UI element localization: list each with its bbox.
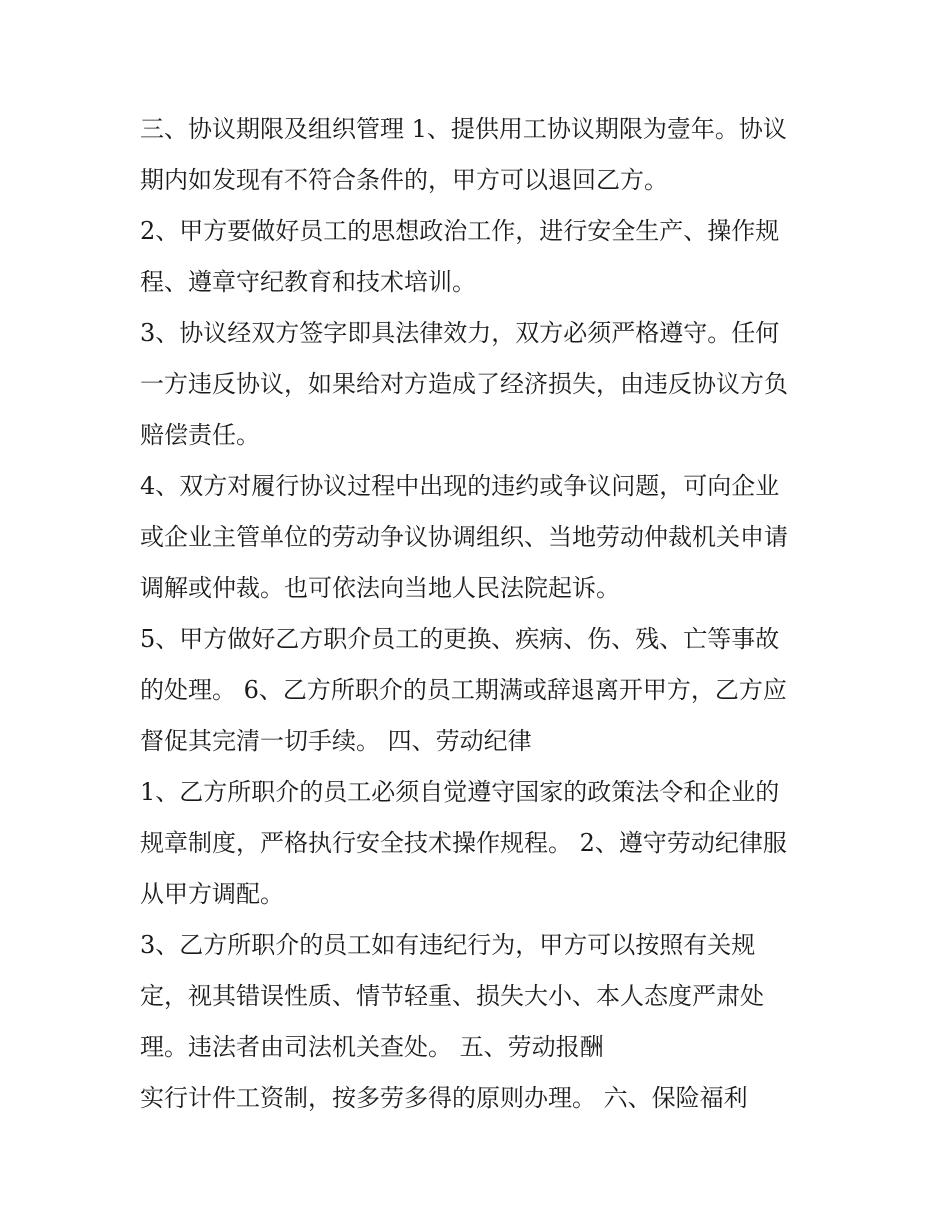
text-line: 3、乙方所职介的员工如有违纪行为，甲方可以按照有关规 [140,931,756,959]
text-line: 5、甲方做好乙方职介员工的更换、疾病、伤、残、亡等事故 [140,625,780,653]
text-line: 3、协议经双方签字即具法律效力，双方必须严格遵守。任何 [140,319,780,347]
text-line: 的处理。 6、乙方所职介的员工期满或辞退离开甲方，乙方应 [140,676,787,704]
text-line: 或企业主管单位的劳动争议协调组织、当地劳动仲裁机关申请 [140,523,788,551]
text-line: 督促其完清一切手续。 四、劳动纪律 [140,727,532,755]
text-line: 赔偿责任。 [140,421,260,449]
text-line: 2、甲方要做好员工的思想政治工作，进行安全生产、操作规 [140,217,780,245]
text-line: 三、协议期限及组织管理 1、提供用工协议期限为壹年。协议 [140,115,787,143]
text-line: 定，视其错误性质、情节轻重、损失大小、本人态度严肃处 [140,982,764,1010]
text-line: 理。违法者由司法机关查处。 五、劳动报酬 [140,1033,604,1061]
text-line: 实行计件工资制，按多劳多得的原则办理。 六、保险福利 [140,1084,748,1112]
text-line: 4、双方对履行协议过程中出现的违约或争议问题，可向企业 [140,472,780,500]
document-body [140,104,820,1124]
text-line: 程、遵章守纪教育和技术培训。 [140,268,476,296]
text-line: 期内如发现有不符合条件的，甲方可以退回乙方。 [140,166,668,194]
text-line: 1、乙方所职介的员工必须自觉遵守国家的政策法令和企业的 [140,778,780,806]
text-line: 从甲方调配。 [140,880,284,908]
text-line: 规章制度，严格执行安全技术操作规程。 2、遵守劳动纪律服 [140,829,787,857]
text-line: 一方违反协议，如果给对方造成了经济损失，由违反协议方负 [140,370,788,398]
text-line: 调解或仲裁。也可依法向当地人民法院起诉。 [140,574,620,602]
